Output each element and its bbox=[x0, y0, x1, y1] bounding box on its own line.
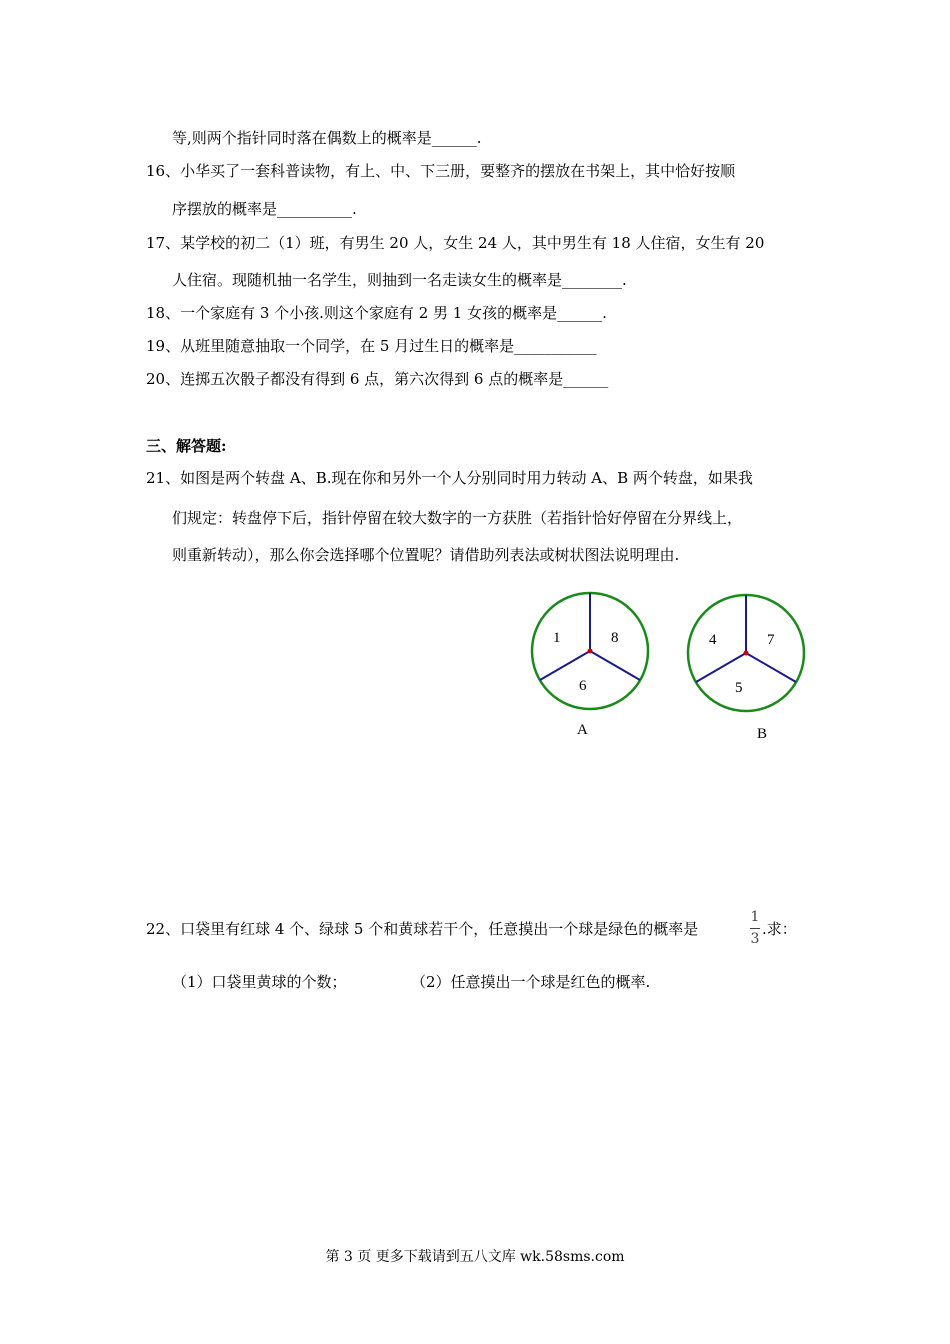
q17-line2: 人住宿。现随机抽一名学生，则抽到一名走读女生的概率是________. bbox=[172, 271, 627, 289]
spinner-b-spoke-right bbox=[746, 653, 796, 682]
spinner-b-label: B bbox=[757, 726, 768, 742]
q22-fraction-numerator: 1 bbox=[750, 909, 760, 925]
spinner-a-number-6: 6 bbox=[579, 678, 587, 694]
spinner-a-spoke-right bbox=[590, 651, 640, 680]
spinner-b-spoke-left bbox=[696, 653, 746, 682]
q22-fraction-bar bbox=[750, 928, 760, 929]
q16-line2: 序摆放的概率是__________. bbox=[172, 200, 357, 218]
q20: 20、连掷五次骰子都没有得到 6 点，第六次得到 6 点的概率是______ bbox=[146, 370, 609, 388]
spinner-b-center bbox=[744, 651, 749, 656]
section-3-heading: 三、解答题: bbox=[146, 437, 227, 455]
spinner-a-center bbox=[588, 649, 593, 654]
spinner-b-number-7: 7 bbox=[767, 632, 775, 648]
q22-line1: 22、口袋里有红球 4 个、绿球 5 个和黄球若干个，任意摸出一个球是绿色的概率是 bbox=[146, 920, 699, 938]
spinner-a-label: A bbox=[577, 722, 588, 738]
q22-tail: .求： bbox=[762, 920, 797, 938]
q18: 18、一个家庭有 3 个小孩.则这个家庭有 2 男 1 女孩的概率是______. bbox=[146, 304, 607, 322]
spinner-a bbox=[525, 586, 655, 716]
spinner-a-number-1: 1 bbox=[553, 630, 561, 646]
q22-part2: （2）任意摸出一个球是红色的概率. bbox=[411, 973, 651, 991]
q19: 19、从班里随意抽取一个同学，在 5 月过生日的概率是___________ bbox=[146, 337, 597, 355]
spinner-a-number-8: 8 bbox=[611, 630, 619, 646]
q21-line1: 21、如图是两个转盘 A、B.现在你和另外一个人分别同时用力转动 A、B 两个转盘，如果我 bbox=[146, 469, 753, 487]
q22-part1: （1）口袋里黄球的个数； bbox=[172, 973, 347, 991]
q21-line3: 则重新转动），那么你会选择哪个位置呢？请借助列表法或树状图法说明理由. bbox=[172, 546, 680, 564]
q16-line1: 16、小华买了一套科普读物，有上、中、下三册，要整齐的摆放在书架上，其中恰好按顺 bbox=[146, 162, 736, 180]
spinner-b-number-4: 4 bbox=[709, 632, 717, 648]
q22-fraction-denominator: 3 bbox=[750, 931, 760, 947]
q21-line2: 们规定：转盘停下后，指针停留在较大数字的一方获胜（若指针恰好停留在分界线上， bbox=[172, 509, 743, 527]
spinner-b-number-5: 5 bbox=[735, 680, 743, 696]
spinner-a-spoke-left bbox=[540, 651, 590, 680]
spinner-b bbox=[681, 588, 811, 718]
q17-line1: 17、某学校的初二（1）班，有男生 20 人，女生 24 人，其中男生有 18 人住宿，女生有 20 bbox=[146, 234, 765, 252]
q15-tail: 等,则两个指针同时落在偶数上的概率是______. bbox=[172, 129, 482, 147]
page-footer: 第 3 页 更多下载请到五八文库 wk.58sms.com bbox=[325, 1249, 625, 1265]
